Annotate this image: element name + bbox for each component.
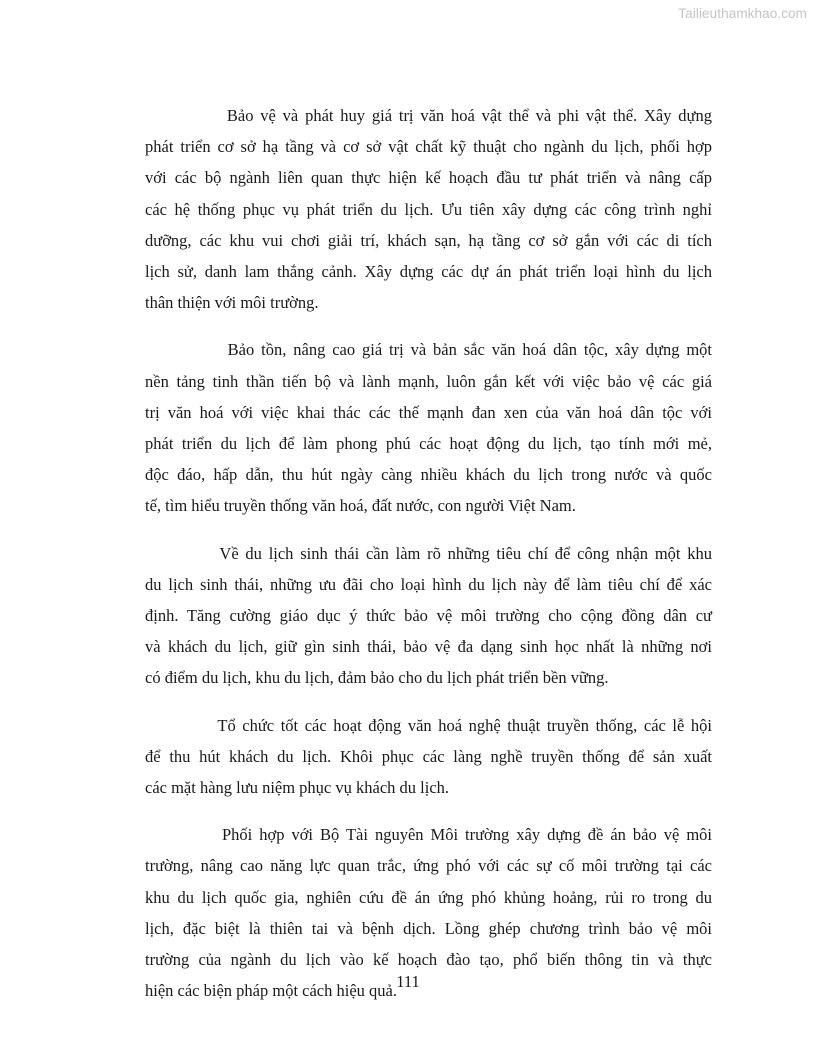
text-line: trị văn hoá với việc khai thác các thế mạnh đan xen của văn hoá dân tộc với <box>145 402 712 422</box>
paragraph-4 <box>145 710 712 804</box>
text-line: Tổ chức tốt các hoạt động văn hoá nghệ thuật truyền thống, các lễ hội <box>145 715 712 735</box>
text-line: Bảo vệ và phát huy giá trị văn hoá vật thể và phi vật thể. Xây dựng <box>145 106 712 125</box>
text-line: hiện các biện pháp một cách hiệu quả. <box>145 981 397 1001</box>
body-text <box>145 100 712 1022</box>
page-number: 111 <box>396 972 420 991</box>
text-line: có điểm du lịch, khu du lịch, đảm bảo cho du lịch phát triển bền vững. <box>145 668 609 688</box>
watermark: Tailieuthamkhao.com <box>678 6 807 21</box>
text-line: phát triển cơ sở hạ tầng và cơ sở vật chất kỹ thuật cho ngành du lịch, phối hợp <box>145 137 712 157</box>
text-line: phát triển du lịch để làm phong phú các hoạt động du lịch, tạo tính mới mẻ, <box>145 434 712 454</box>
text-line: các mặt hàng lưu niệm phục vụ khách du lịch. <box>145 778 450 798</box>
paragraph-1 <box>145 100 712 318</box>
text-line: lịch sử, danh lam thắng cảnh. Xây dựng các dự án phát triển loại hình du lịch <box>145 262 712 282</box>
text-line: lịch, đặc biệt là thiên tai và bệnh dịch. Lồng ghép chương trình bảo vệ môi <box>145 918 712 938</box>
text-line: Về du lịch sinh thái cần làm rõ những tiêu chí để công nhận một khu <box>145 543 712 563</box>
text-line: Bảo tồn, nâng cao giá trị và bản sắc văn hoá dân tộc, xây dựng một <box>145 340 712 360</box>
paragraph-2 <box>145 334 712 521</box>
text-line: trường của ngành du lịch vào kế hoạch đào tạo, phổ biến thông tin và thực <box>145 950 712 970</box>
text-line: tế, tìm hiểu truyền thống văn hoá, đất nước, con người Việt Nam. <box>145 496 576 516</box>
text-line: để thu hút khách du lịch. Khôi phục các làng nghề truyền thống để sản xuất <box>145 746 712 766</box>
text-line: dưỡng, các khu vui chơi giải trí, khách sạn, hạ tầng cơ sở gắn với các di tích <box>145 230 712 250</box>
text-line: độc đáo, hấp dẫn, thu hút ngày càng nhiều khách du lịch trong nước và quốc <box>145 465 712 485</box>
text-line: các hệ thống phục vụ phát triển du lịch. Ưu tiên xây dựng các công trình nghỉ <box>145 199 712 219</box>
text-line: nền tảng tinh thần tiến bộ và lành mạnh, luôn gắn kết với việc bảo vệ các giá <box>145 371 712 391</box>
text-line: khu du lịch quốc gia, nghiên cứu đề án ứng phó khủng hoảng, rủi ro trong du <box>145 887 712 907</box>
text-line: trường, nâng cao năng lực quan trắc, ứng phó với các sự cố môi trường tại các <box>145 856 712 876</box>
text-line: Phối hợp với Bộ Tài nguyên Môi trường xây dựng đề án bảo vệ môi <box>145 825 712 845</box>
text-line: thân thiện với môi trường. <box>145 293 319 313</box>
text-line: và khách du lịch, giữ gìn sinh thái, bảo vệ đa dạng sinh học nhất là những nơi <box>145 637 712 657</box>
text-line: du lịch sinh thái, những ưu đãi cho loại hình du lịch này để làm tiêu chí để xác <box>145 574 712 594</box>
text-line: định. Tăng cường giáo dục ý thức bảo vệ môi trường cho cộng đồng dân cư <box>145 606 712 626</box>
paragraph-3 <box>145 538 712 694</box>
text-line: với các bộ ngành liên quan thực hiện kế hoạch đầu tư phát triển và nâng cấp <box>145 168 712 188</box>
